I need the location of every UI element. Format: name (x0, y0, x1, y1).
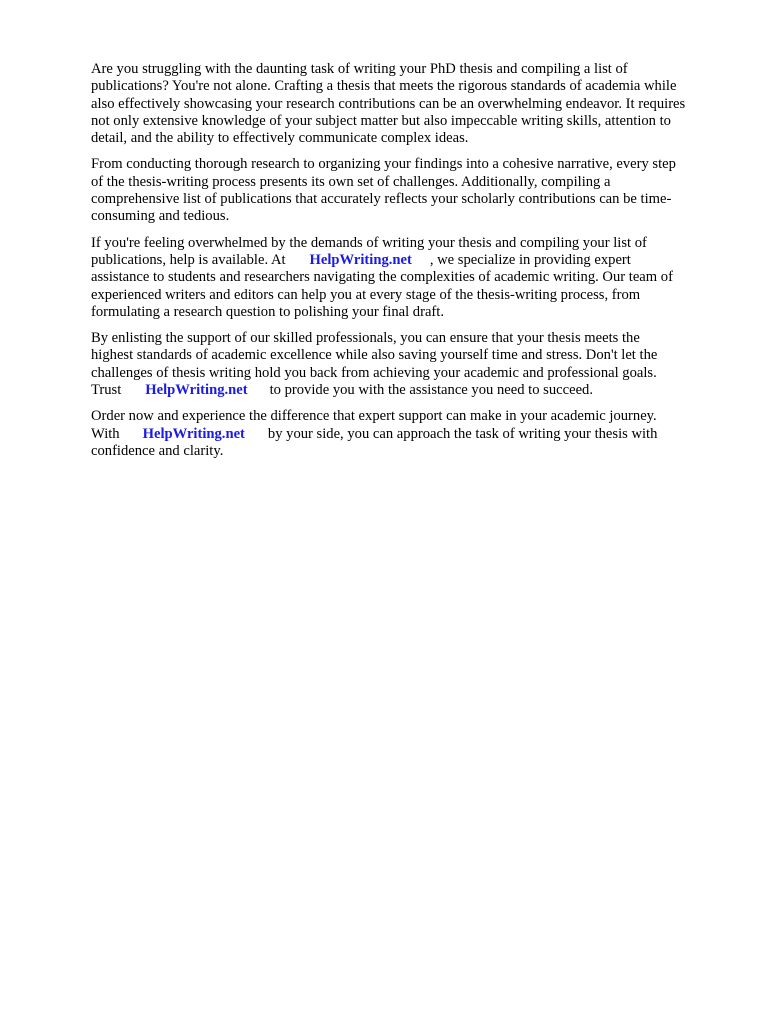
text-line: experienced writers and editors can help you at every stage of the thesis-writing process, from (91, 286, 641, 303)
text-line: formulating a research question to polishing your final draft. (91, 303, 444, 320)
text-line: comprehensive list of publications that accurately reflects your scholarly contributions can be time- (91, 191, 672, 208)
text-line: publications? You're not alone. Crafting a thesis that meets the rigorous standards of academia while (91, 78, 677, 95)
text-line: From conducting thorough research to organizing your findings into a cohesive narrative, every step (91, 156, 676, 173)
text-segment: With (91, 425, 120, 442)
text-line: highest standards of academic excellence while also saving yourself time and stress. Don't let the (91, 347, 658, 364)
text-segment: , we specialize in providing expert (429, 251, 631, 268)
text-line: Are you struggling with the daunting task of writing your PhD thesis and compiling a list of (91, 61, 628, 77)
text-line: detail, and the ability to effectively communicate complex ideas. (91, 130, 469, 147)
paragraph-intro (91, 61, 721, 147)
text-line: not only extensive knowledge of your subject matter but also impeccable writing skills, attention to (91, 112, 671, 129)
document-body (91, 61, 721, 469)
helpwriting-link[interactable]: HelpWriting.net (142, 425, 245, 442)
text-segment: to provide you with the assistance you need to succeed. (269, 382, 594, 399)
text-line: challenges of thesis writing hold you back from achieving your academic and professional goals. (91, 364, 657, 381)
text-line: assistance to students and researchers navigating the complexities of academic writing. Our team of (91, 269, 673, 286)
text-line: of the thesis-writing process presents its own set of challenges. Additionally, compiling a (91, 173, 611, 190)
text-line: also effectively showcasing your research contributions can be an overwhelming endeavor. It requires (91, 95, 686, 112)
paragraph-support (91, 330, 721, 399)
paragraph-help (91, 235, 721, 321)
text-line (91, 252, 721, 269)
text-line (91, 426, 721, 443)
text-line: By enlisting the support of our skilled professionals, you can ensure that your thesis meets the (91, 330, 640, 347)
text-line: If you're feeling overwhelmed by the demands of writing your thesis and compiling your list of (91, 234, 647, 251)
text-segment: by your side, you can approach the task of writing your thesis with (267, 425, 658, 442)
text-segment: publications, help is available. At (91, 251, 286, 268)
text-line: consuming and tedious. (91, 208, 230, 225)
text-segment: Trust (91, 382, 122, 399)
helpwriting-link[interactable]: HelpWriting.net (309, 251, 412, 268)
text-line (91, 382, 721, 399)
text-line: Order now and experience the difference that expert support can make in your academic journey. (91, 408, 657, 425)
text-line: confidence and clarity. (91, 442, 224, 459)
helpwriting-link[interactable]: HelpWriting.net (145, 382, 248, 399)
paragraph-order (91, 408, 721, 460)
paragraph-challenges (91, 156, 721, 225)
